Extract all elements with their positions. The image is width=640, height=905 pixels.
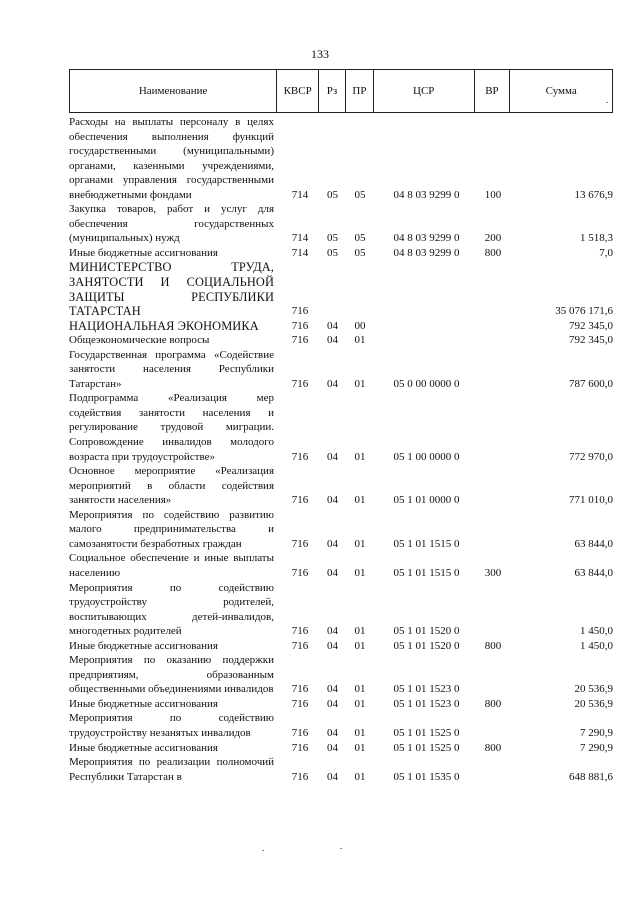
cell-kvsr: 716 bbox=[291, 697, 309, 710]
cell-pr: 01 bbox=[354, 625, 366, 638]
cell-pr: 01 bbox=[354, 494, 366, 507]
cell-sum: 1 450,0 bbox=[580, 639, 613, 652]
cell-kvsr: 716 bbox=[291, 683, 309, 696]
cell-pr: 05 bbox=[354, 246, 366, 259]
table-row bbox=[69, 711, 613, 740]
cell-rz: 04 bbox=[327, 319, 338, 332]
page-number: 133 bbox=[311, 47, 329, 61]
cell-sum: 648 881,6 bbox=[569, 770, 613, 783]
cell-sum: 35 076 171,6 bbox=[555, 305, 613, 318]
table-row bbox=[69, 755, 613, 784]
cell-csr: 05 1 01 1525 0 bbox=[393, 726, 460, 739]
cell-vr: 200 bbox=[484, 232, 502, 245]
table-row bbox=[69, 246, 613, 261]
header-pr: ПР bbox=[346, 70, 374, 112]
cell-pr: 01 bbox=[354, 683, 366, 696]
cell-kvsr: 716 bbox=[291, 566, 309, 579]
cell-vr: 100 bbox=[484, 188, 502, 201]
cell-name: МИНИСТЕРСТВО ТРУДА, ЗАНЯТОСТИ И СОЦИАЛЬНОЙ ЗАЩИТЫ РЕСПУБЛИКИ ТАТАРСТАН bbox=[69, 260, 274, 319]
cell-rz: 04 bbox=[327, 683, 338, 696]
cell-sum: 787 600,0 bbox=[569, 377, 613, 390]
cell-sum: 7 290,9 bbox=[580, 741, 613, 754]
cell-name: Мероприятия по оказанию поддержки предприятиям, образованным общественными объединениями инвалидов bbox=[69, 654, 274, 696]
cell-rz: 04 bbox=[327, 334, 338, 347]
header-name: Наименование bbox=[70, 70, 277, 112]
cell-csr: 05 1 01 1520 0 bbox=[393, 639, 460, 652]
cell-name: Закупка товаров, работ и услуг для обеспечения государственных (муниципальных) нужд bbox=[69, 203, 274, 245]
table-row bbox=[69, 508, 613, 552]
cell-csr: 05 1 01 1520 0 bbox=[393, 625, 460, 638]
cell-pr: 01 bbox=[354, 770, 366, 783]
cell-rz: 04 bbox=[327, 450, 338, 463]
cell-csr: 04 8 03 9299 0 bbox=[393, 232, 460, 245]
cell-pr: 01 bbox=[354, 377, 366, 390]
cell-name: НАЦИОНАЛЬНАЯ ЭКОНОМИКА bbox=[69, 318, 259, 333]
cell-csr: 05 1 01 1525 0 bbox=[393, 741, 460, 754]
header-kvsr: КВСР bbox=[277, 70, 319, 112]
cell-name: Иные бюджетные ассигнования bbox=[69, 741, 218, 754]
cell-kvsr: 716 bbox=[291, 377, 309, 390]
cell-kvsr: 716 bbox=[291, 726, 309, 739]
cell-rz: 04 bbox=[327, 697, 338, 710]
cell-kvsr: 716 bbox=[291, 537, 309, 550]
cell-name: Основное мероприятие «Реализация мероприятий в области содействия занятости населения» bbox=[69, 465, 274, 507]
cell-name: Иные бюджетные ассигнования bbox=[69, 639, 218, 652]
cell-rz: 04 bbox=[327, 537, 338, 550]
cell-rz: 04 bbox=[327, 566, 338, 579]
cell-sum: 792 345,0 bbox=[569, 334, 613, 347]
cell-rz: 05 bbox=[327, 188, 338, 201]
table-row bbox=[69, 639, 613, 654]
cell-name: Подпрограмма «Реализация мер содействия занятости населения и регулирование трудовой миграции. Сопровождение инвалидов молодого возраста при трудоустройстве» bbox=[69, 392, 274, 463]
cell-csr: 05 1 01 1523 0 bbox=[393, 697, 460, 710]
cell-name: Мероприятия по содействию трудоустройству незанятых инвалидов bbox=[69, 712, 274, 739]
cell-pr: 01 bbox=[354, 639, 366, 652]
cell-vr: 800 bbox=[484, 697, 502, 710]
cell-rz: 04 bbox=[327, 639, 338, 652]
cell-pr: 01 bbox=[354, 334, 366, 347]
table-row bbox=[69, 391, 613, 464]
header-sum: Сумма bbox=[545, 85, 577, 97]
cell-csr: 04 8 03 9299 0 bbox=[393, 188, 460, 201]
cell-vr: 800 bbox=[484, 246, 502, 259]
cell-name: Социальное обеспечение и иные выплаты населению bbox=[69, 552, 274, 579]
cell-sum: 792 345,0 bbox=[569, 319, 613, 332]
cell-csr: 05 1 00 0000 0 bbox=[393, 450, 460, 463]
cell-name: Мероприятия по реализации полномочий Республики Татарстан в bbox=[69, 756, 274, 783]
cell-sum: 20 536,9 bbox=[574, 697, 613, 710]
cell-pr: 01 bbox=[354, 741, 366, 754]
cell-vr: 800 bbox=[484, 741, 502, 754]
table-row bbox=[69, 333, 613, 348]
cell-pr: 05 bbox=[354, 232, 366, 245]
cell-kvsr: 714 bbox=[291, 188, 309, 201]
cell-name: Иные бюджетные ассигнования bbox=[69, 246, 218, 259]
header-vr: ВР bbox=[475, 70, 511, 112]
table-row bbox=[69, 464, 613, 508]
cell-sum: 7,0 bbox=[599, 246, 613, 259]
cell-pr: 01 bbox=[354, 726, 366, 739]
header-csr: ЦСР bbox=[374, 70, 475, 112]
cell-rz: 04 bbox=[327, 625, 338, 638]
cell-pr: 05 bbox=[354, 188, 366, 201]
table-row bbox=[69, 319, 613, 334]
cell-kvsr: 714 bbox=[291, 246, 309, 259]
cell-kvsr: 716 bbox=[291, 450, 309, 463]
cell-kvsr: 716 bbox=[291, 494, 309, 507]
cell-sum: 63 844,0 bbox=[574, 537, 613, 550]
cell-csr: 05 0 00 0000 0 bbox=[393, 377, 460, 390]
cell-sum: 20 536,9 bbox=[574, 683, 613, 696]
cell-kvsr: 716 bbox=[291, 625, 309, 638]
cell-rz: 04 bbox=[327, 494, 338, 507]
cell-pr: 01 bbox=[354, 450, 366, 463]
cell-sum: 7 290,9 bbox=[580, 726, 613, 739]
cell-pr: 01 bbox=[354, 537, 366, 550]
cell-sum: 63 844,0 bbox=[574, 566, 613, 579]
table-row bbox=[69, 202, 613, 246]
cell-rz: 05 bbox=[327, 246, 338, 259]
cell-csr: 05 1 01 1515 0 bbox=[393, 566, 460, 579]
header-rz: Рз bbox=[319, 70, 346, 112]
table-row bbox=[69, 697, 613, 712]
cell-csr: 04 8 03 9299 0 bbox=[393, 246, 460, 259]
cell-rz: 04 bbox=[327, 770, 338, 783]
cell-pr: 01 bbox=[354, 697, 366, 710]
cell-name: Мероприятия по содействию трудоустройству родителей, воспитывающих детей-инвалидов, многодетных родителей bbox=[69, 581, 274, 638]
cell-csr: 05 1 01 1515 0 bbox=[393, 537, 460, 550]
cell-kvsr: 716 bbox=[291, 639, 309, 652]
cell-vr: 800 bbox=[484, 639, 502, 652]
cell-sum: 13 676,9 bbox=[574, 188, 613, 201]
cell-name: Расходы на выплаты персоналу в целях обеспечения выполнения функций государственными (муниципальными) органами, казенными учреждениями, органами управления государственными внебюджетными фондами bbox=[69, 116, 274, 201]
cell-kvsr: 716 bbox=[291, 770, 309, 783]
table-row bbox=[69, 581, 613, 639]
table-row bbox=[69, 260, 613, 318]
cell-kvsr: 716 bbox=[291, 305, 309, 318]
cell-csr: 05 1 01 1535 0 bbox=[393, 770, 460, 783]
table-row bbox=[69, 115, 613, 202]
cell-kvsr: 714 bbox=[291, 232, 309, 245]
cell-name: Мероприятия по содействию развитию малого предпринимательства и самозанятости безработных граждан bbox=[69, 508, 274, 550]
cell-sum: 1 450,0 bbox=[580, 625, 613, 638]
table-header bbox=[69, 69, 613, 113]
cell-pr: 00 bbox=[354, 319, 366, 332]
cell-rz: 04 bbox=[327, 741, 338, 754]
cell-name: Иные бюджетные ассигнования bbox=[69, 697, 218, 710]
table-body bbox=[69, 115, 613, 784]
cell-sum: 1 518,3 bbox=[580, 232, 613, 245]
cell-csr: 05 1 01 1523 0 bbox=[393, 683, 460, 696]
cell-rz: 05 bbox=[327, 232, 338, 245]
cell-kvsr: 716 bbox=[291, 319, 309, 332]
cell-kvsr: 716 bbox=[291, 334, 309, 347]
table-row bbox=[69, 653, 613, 697]
cell-sum: 771 010,0 bbox=[569, 494, 613, 507]
cell-kvsr: 716 bbox=[291, 741, 309, 754]
table-row bbox=[69, 348, 613, 392]
cell-rz: 04 bbox=[327, 377, 338, 390]
cell-name: Государственная программа «Содействие занятости населения Республики Татарстан» bbox=[69, 348, 274, 390]
table-row bbox=[69, 741, 613, 756]
cell-name: Общеэкономические вопросы bbox=[69, 334, 210, 347]
cell-vr: 300 bbox=[484, 566, 502, 579]
cell-pr: 01 bbox=[354, 566, 366, 579]
cell-rz: 04 bbox=[327, 726, 338, 739]
cell-sum: 772 970,0 bbox=[569, 450, 613, 463]
table-row bbox=[69, 551, 613, 580]
cell-csr: 05 1 01 0000 0 bbox=[393, 494, 460, 507]
